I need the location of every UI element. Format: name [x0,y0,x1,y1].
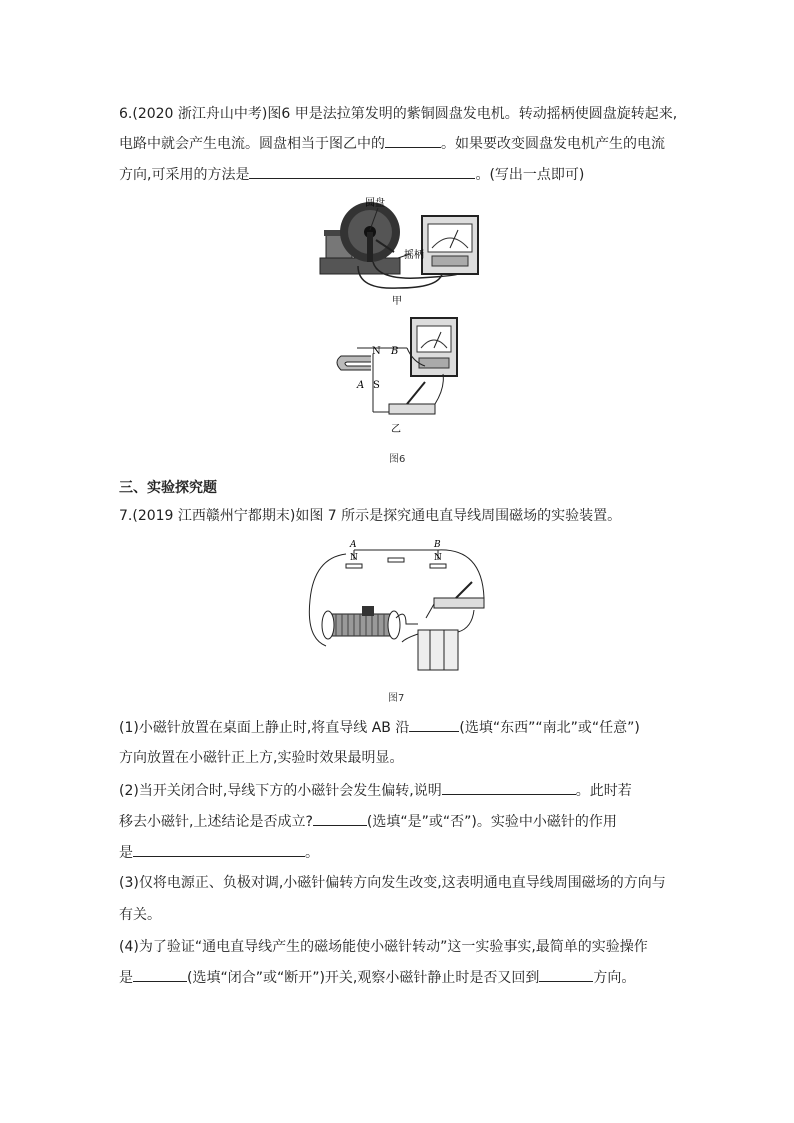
q7-2-line-1: (2)当开关闭合时,导线下方的小磁针会发生偏转,说明 。此时若 [119,780,632,801]
answer-blank-7[interactable] [133,967,187,982]
point-a-label: A [357,380,365,391]
q7-4-line-1: (4)为了验证“通电直导线产生的磁场能使小磁针转动”这一实验事实,最简单的实验操作 [119,939,648,955]
jia-label: 甲 [392,296,402,307]
fig7-n1-label: N [350,553,358,563]
fig7-a-label: A [350,540,357,550]
answer-blank-3[interactable] [409,717,459,732]
point-b-label: B [391,346,399,357]
figure-7 [306,538,496,678]
q7-intro: 7.(2019 江西赣州宁都期末)如图 7 所示是探究通电直导线周围磁场的实验装置。 [119,508,622,524]
figure-6-caption: 图6 [389,454,406,465]
yi-label: 乙 [391,424,401,435]
q7-1-line-2: 方向放置在小磁针正上方,实验时效果最明显。 [119,750,404,766]
disk-label: 圆盘 [365,198,385,209]
fig7-b-label: B [434,540,441,550]
answer-blank-1[interactable] [385,133,441,148]
q7-2-line-3: 是 。 [119,842,319,863]
q7-1-line-1: (1)小磁针放置在桌面上静止时,将直导线 AB 沿 (选填“东西”“南北”或“任意”) [119,717,640,738]
q7-3-line-1: (3)仅将电源正、负极对调,小磁针偏转方向发生改变,这表明通电直导线周围磁场的方向与 [119,875,666,891]
answer-blank-8[interactable] [539,967,593,982]
answer-blank-4[interactable] [442,780,576,795]
figure-6-jia [318,192,478,310]
q6-line-2: 电路中就会产生电流。圆盘相当于图乙中的 。如果要改变圆盘发电机产生的电流 [119,133,665,154]
q6-line-3: 方向,可采用的方法是 。(写出一点即可) [119,164,584,185]
figure-7-caption: 图7 [388,693,405,704]
figure-6-yi [333,318,463,436]
answer-blank-2[interactable] [249,164,475,179]
q7-2-line-2: 移去小磁针,上述结论是否成立? (选填“是”或“否”)。实验中小磁针的作用 [119,811,617,832]
handle-label: 摇柄 [404,250,424,261]
q6-line-1: 6.(2020 浙江舟山中考)图6 甲是法拉第发明的紫铜圆盘发电机。转动摇柄使圆盘旋转起来, [119,106,678,122]
q7-4-line-2: 是 (选填“闭合”或“断开”)开关,观察小磁针静止时是否又回到 方向。 [119,967,635,988]
fig7-n2-label: N [434,553,442,563]
q7-3-line-2: 有关。 [119,907,161,923]
s-pole-label: S [373,380,380,391]
answer-blank-5[interactable] [313,811,367,826]
section-title: 三、实验探究题 [119,480,217,496]
answer-blank-6[interactable] [133,842,305,857]
n-pole-label: N [372,346,381,357]
